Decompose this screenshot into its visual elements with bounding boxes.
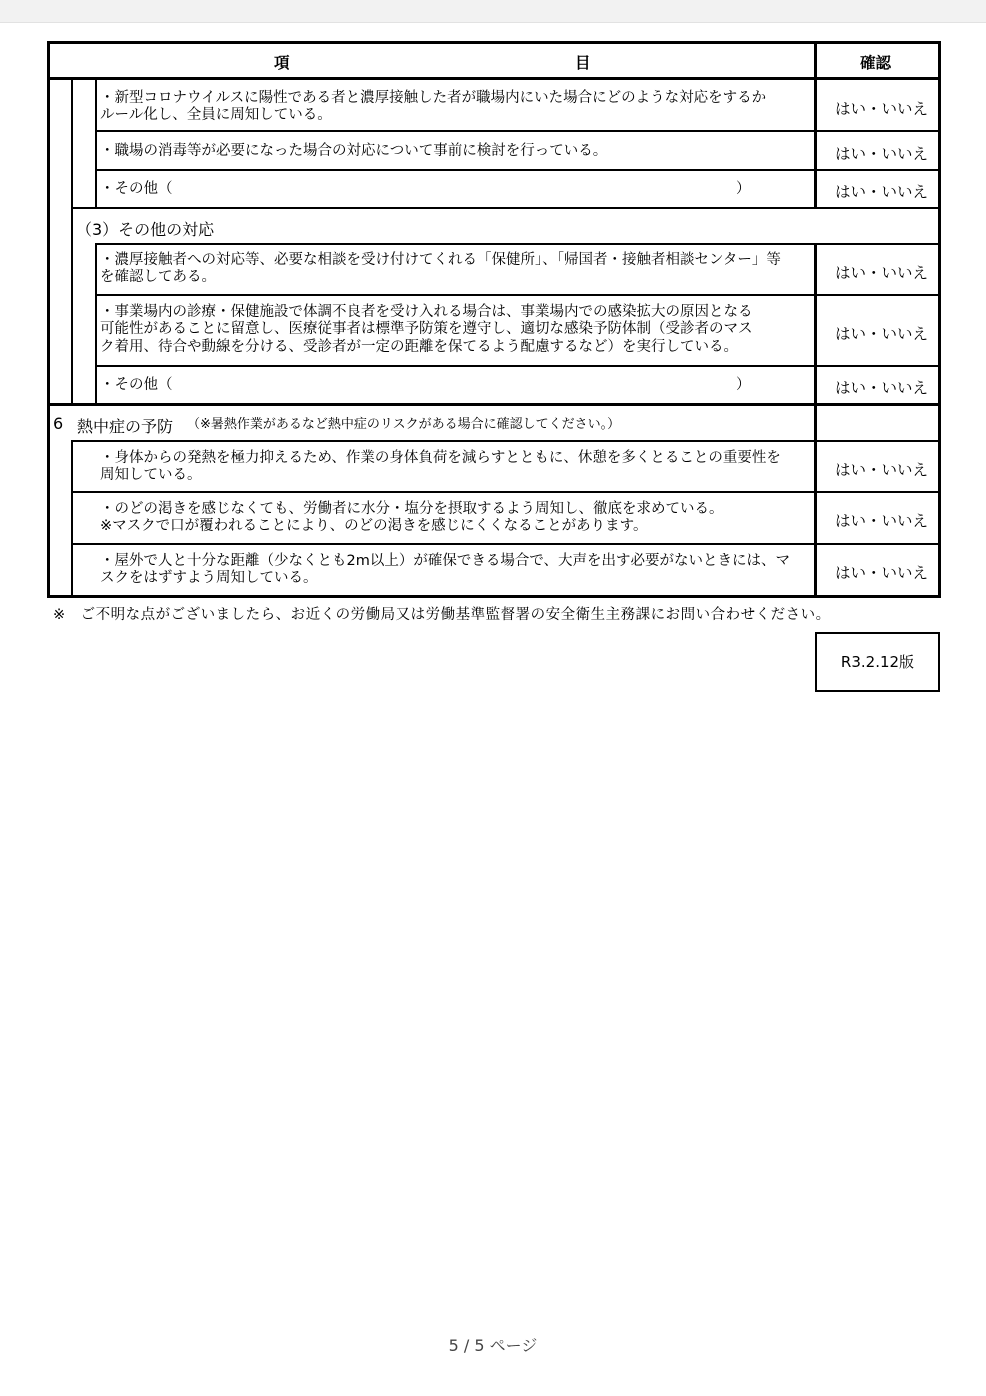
item-text: ルール化し、全員に周知している。 <box>100 107 332 123</box>
row-divider <box>72 491 941 493</box>
item-text: 周知している。 <box>100 467 202 483</box>
yes-no-option[interactable]: はい・いいえ <box>835 512 929 530</box>
item-text: ・のどの渇きを感じなくても、労働者に水分・塩分を摂取するよう周知し、徹底を求めている。 <box>100 501 724 517</box>
item-text: ・その他（ <box>100 377 173 393</box>
item-text: スクをはずすよう周知している。 <box>100 570 318 586</box>
yes-no-option[interactable]: はい・いいえ <box>835 564 929 582</box>
yes-no-option[interactable]: はい・いいえ <box>835 264 929 282</box>
indent-divider <box>71 440 73 597</box>
item-text: ・屋外で人と十分な距離（少なくとも2m以上）が確保できる場合で、大声を出す必要がないときには、マ <box>100 553 791 569</box>
yes-no-option[interactable]: はい・いいえ <box>835 145 929 163</box>
item-text: ※マスクで口が覆われることにより、のどの渇きを感じにくくなることがあります。 <box>100 518 648 534</box>
section-number: 6 <box>53 414 64 433</box>
item-text: ・職場の消毒等が必要になった場合の対応について事前に検討を行っている。 <box>100 143 608 159</box>
item-text: ク着用、待合や動線を分ける、受診者が一定の距離を保てるよう配慮するなど）を実行している。 <box>100 339 738 355</box>
header-item-label: 項 <box>274 54 290 72</box>
header-item-label-2: 目 <box>575 54 591 72</box>
item-text: ・濃厚接触者への対応等、必要な相談を受け付けてくれる「保健所」、「帰国者・接触者相談センター」等 <box>100 252 781 268</box>
header-divider <box>47 77 941 80</box>
item-text-close-paren: ） <box>736 377 751 393</box>
row-divider <box>72 207 941 209</box>
section-note: （※暑熱作業があるなど熱中症のリスクがある場合に確認してください。） <box>187 417 621 432</box>
item-text-close-paren: ） <box>736 181 751 197</box>
yes-no-option[interactable]: はい・いいえ <box>835 379 929 397</box>
row-divider <box>72 440 941 442</box>
yes-no-option[interactable]: はい・いいえ <box>835 100 929 118</box>
item-text: 可能性があることに留意し、医療従事者は標準予防策を遵守し、適切な感染予防体制（受診者のマス <box>100 321 753 337</box>
yes-no-option[interactable]: はい・いいえ <box>835 325 929 343</box>
confirm-column-divider <box>814 41 817 208</box>
row-divider <box>72 543 941 545</box>
item-text: を確認してある。 <box>100 269 216 285</box>
indent-divider <box>95 243 97 405</box>
item-text: ・事業場内の診療・保健施設で体調不良者を受け入れる場合は、事業場内での感染拡大の原因となる <box>100 304 753 320</box>
viewer-top-bar <box>0 0 986 23</box>
version-box: R3.2.12版 <box>815 632 940 692</box>
section-divider <box>47 403 941 406</box>
yes-no-option[interactable]: はい・いいえ <box>835 183 929 201</box>
item-text: ・身体からの発熱を極力抑えるため、作業の身体負荷を減らすとともに、休憩を多くとることの重要性を <box>100 450 781 466</box>
item-text: ・その他（ <box>100 181 173 197</box>
page-indicator: 5 / 5 ページ <box>448 1336 538 1355</box>
confirm-column-divider <box>814 243 817 598</box>
footer-note: ※ ご不明な点がございましたら、お近くの労働局又は労働基準監督署の安全衛生主務課にお問い合わせください。 <box>53 607 831 623</box>
item-text: ・新型コロナウイルスに陽性である者と濃厚接触した者が職場内にいた場合にどのような対応をするか <box>100 90 767 106</box>
indent-divider <box>71 78 73 404</box>
indent-divider <box>95 78 97 208</box>
subsection-title: （3）その他の対応 <box>76 220 215 239</box>
yes-no-option[interactable]: はい・いいえ <box>835 461 929 479</box>
section-title: 熱中症の予防 <box>77 417 174 436</box>
header-confirm-label: 確認 <box>860 54 892 72</box>
